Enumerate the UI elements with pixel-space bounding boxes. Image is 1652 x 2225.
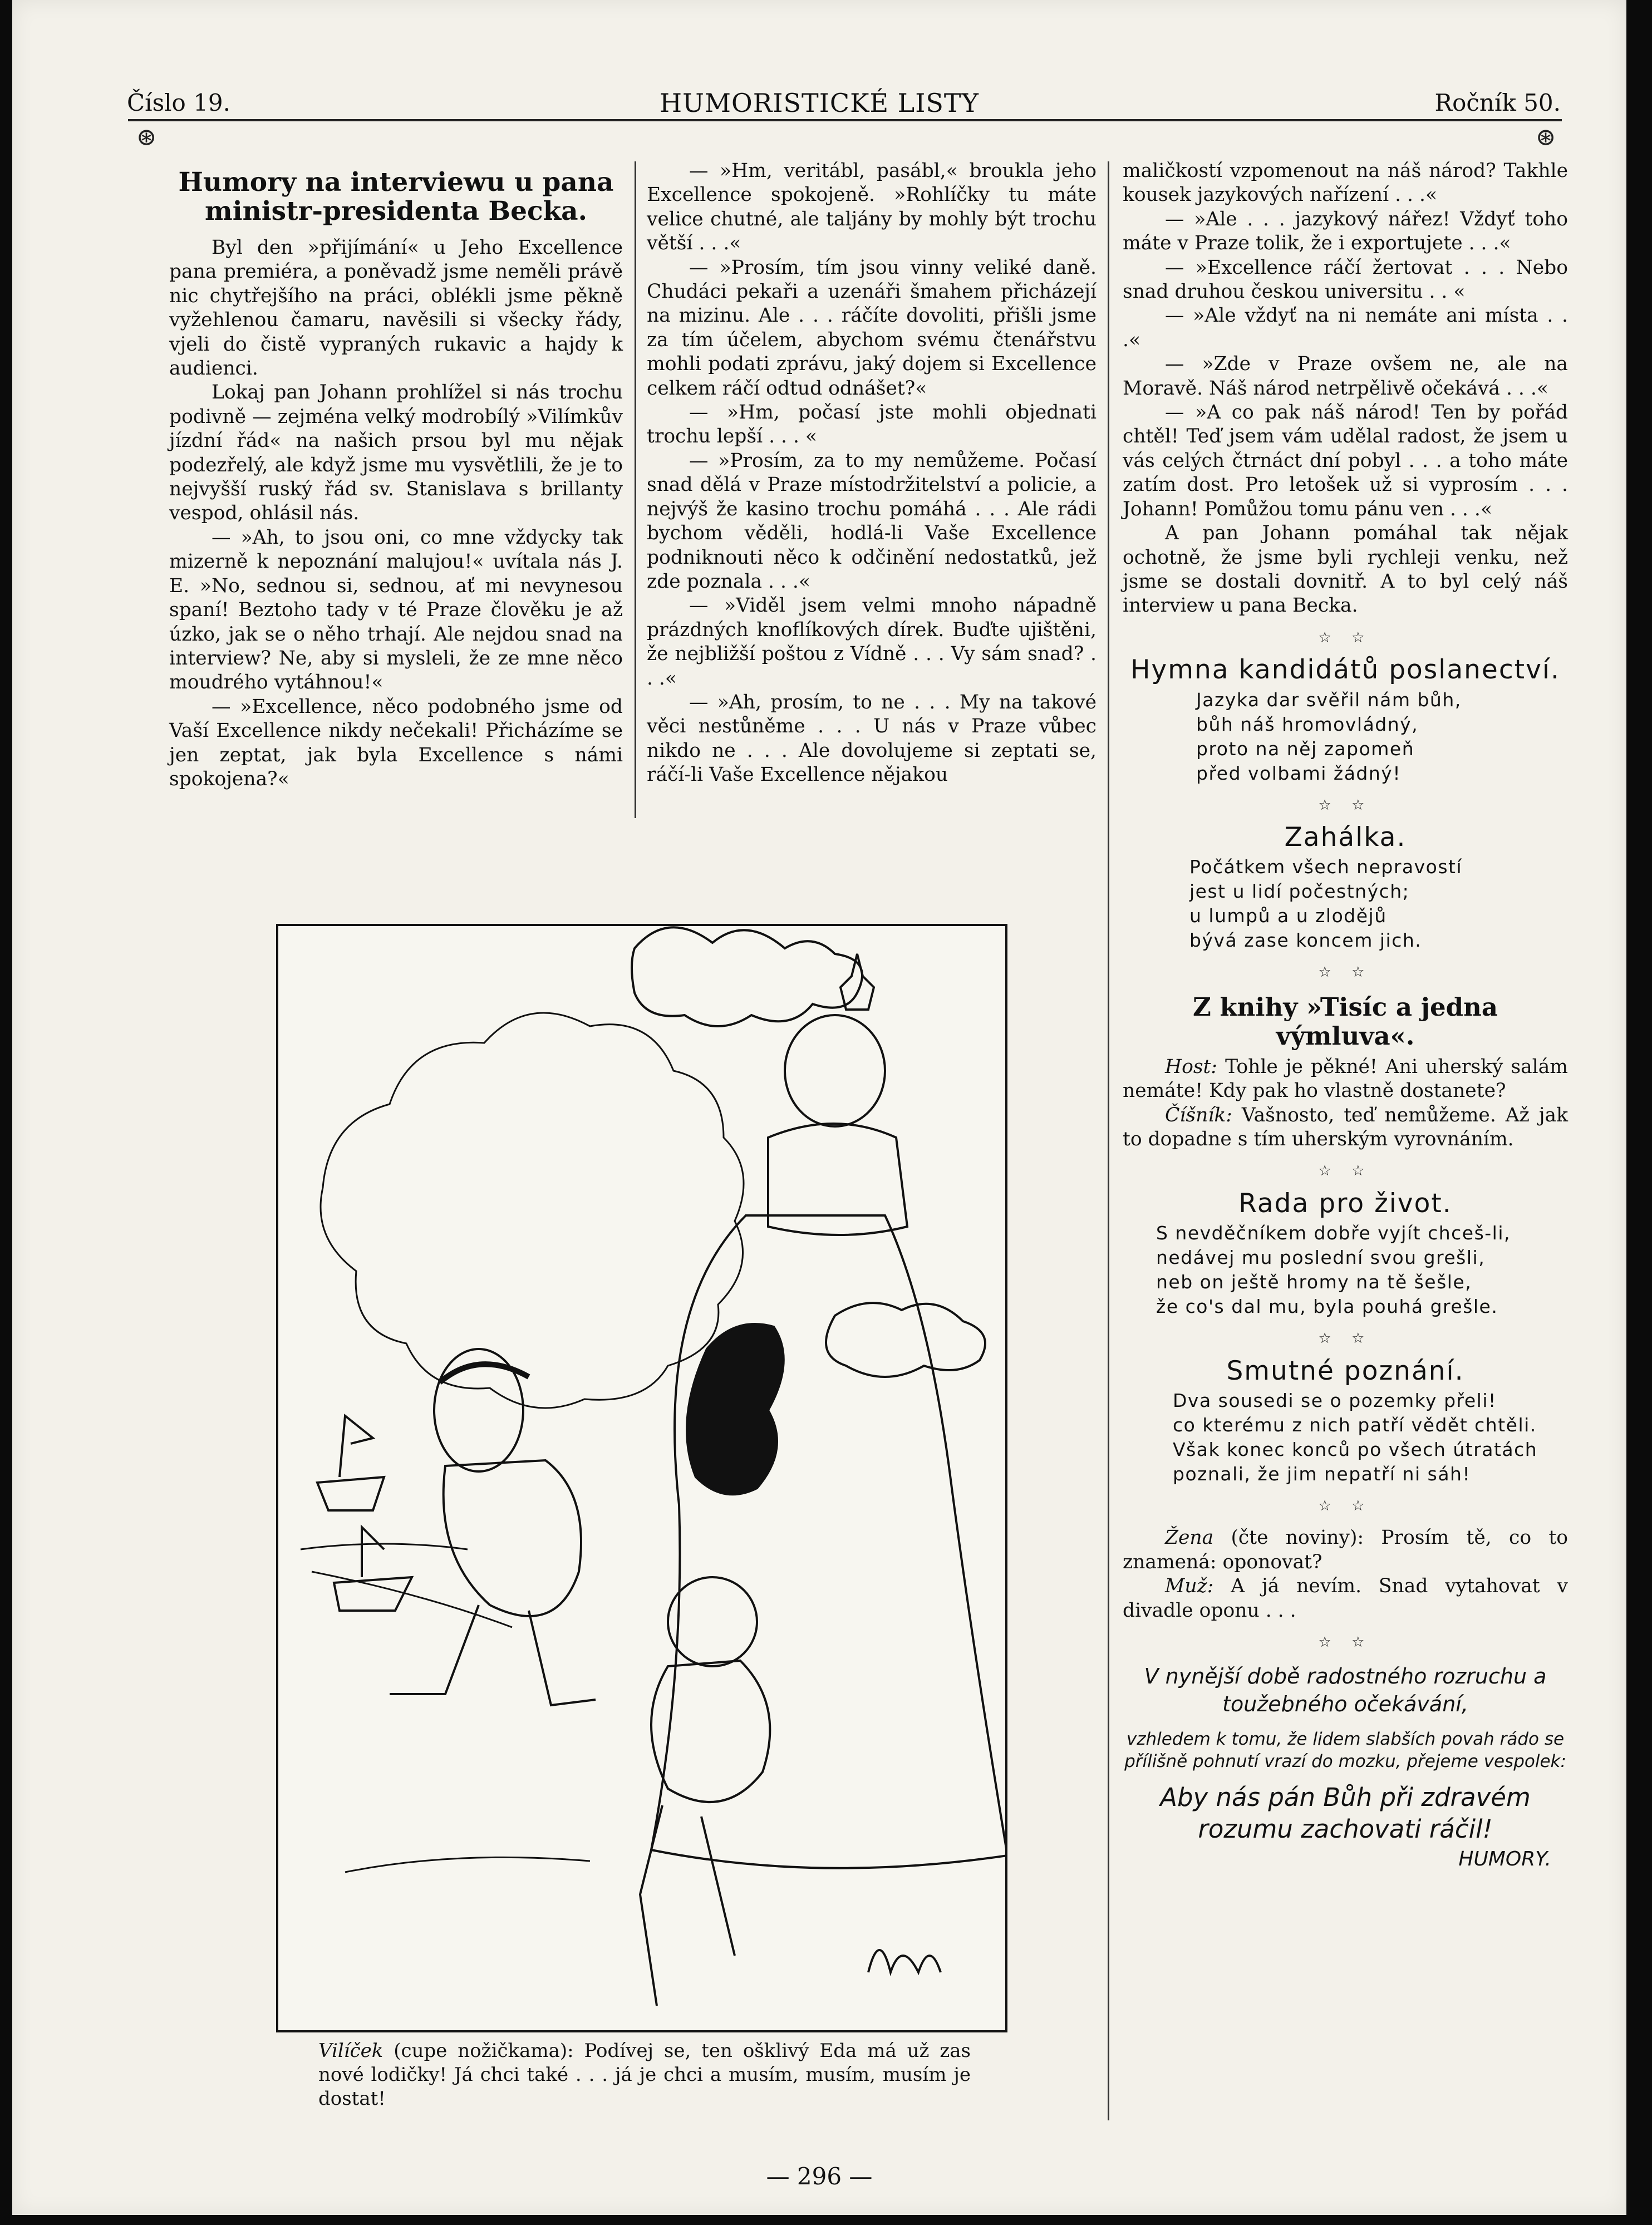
poem-line: nedávej mu poslední svou grešli, [1156,1247,1486,1269]
journal-title: HUMORISTICKÉ LISTY [660,88,979,118]
speaker-label: Žena [1165,1527,1214,1549]
cartoon-caption [318,2039,971,2111]
paragraph: — »Viděl jsem velmi mnoho nápadně prázdných knoflíkových dírek. Buďte ujištěni, že nejbližší poštou z Vídně . . . Vy sám snad? . . .« [647,594,1097,690]
paragraph: — »Hm, počasí jste mohli objednati trochu lepší . . . « [647,401,1097,448]
paragraph: — »Ah, prosím, to ne . . . My na takové věci nestůněme . . . U nás v Praze vůbec nikdo ne . . . Ale dovolujeme si zeptati se, ráčí-li Vaše Excellence nějakou [647,691,1097,786]
cartoon-drawing [278,926,1005,2030]
paragraph: — »Zde v Praze ovšem ne, ale na Moravě. Náš národ netrpělivě očekává . . .« [1123,353,1568,400]
star-divider: ☆ ☆ [1318,796,1373,814]
miscellany-column [1123,159,1568,1872]
poem-line: Však konec konců po všech útratách [1173,1439,1538,1460]
caption-text: (cupe nožičkama): Podívej se, ten ošklivý Eda má už zas nové lodičky! Já chci také . . . já je chci a musím, musím, musím je dostat! [318,2040,971,2110]
poem-line: před volbami žádný! [1196,762,1402,784]
closing-line-3: Aby nás pán Bůh při zdravém rozumu zachovati ráčil! [1160,1783,1531,1844]
dialogue-text: (čte noviny): Prosím tě, co to znamená: oponovat? [1123,1527,1569,1573]
poem-line: Dva sousedi se o pozemky přeli! [1173,1390,1497,1411]
star-divider: ☆ ☆ [1318,1163,1373,1180]
paragraph: — »Ale vždyť na ni nemáte ani místa . . .« [1123,304,1568,351]
paragraph: Lokaj pan Johann prohlížel si nás trochu podivně — zejména velký modrobílý »Vilímkův jízdní řád« na našich prsou byl mu nějak podezřelý, ale když jsme mu vysvětlili, že je to nejvyšší ruský řád sv. Stanislava s brillanty vespod, ohlásil nás. [169,381,623,525]
star-divider: ☆ ☆ [1318,1330,1373,1347]
star-divider: ☆ ☆ [1318,629,1373,646]
poem-line: poznali, že jim nepatří ni sáh! [1173,1463,1471,1485]
section-title-smutne: Smutné poznání. [1226,1355,1464,1386]
paragraph: — »Excellence, něco podobného jsme od Vaší Excellence nikdy nečekali! Přicházíme se jen zeptat, jak byla Excellence s námi spokojena?« [169,695,623,790]
poem-line: u lumpů a u zlodějů [1189,905,1387,927]
poem-line: S nevděčníkem dobře vyjít chceš-li, [1156,1222,1511,1244]
poem-line: proto na něj zapomeň [1196,737,1415,760]
paragraph: A pan Johann pomáhal tak nějak ochotně, že jsme byli rychleji venku, než jsme se dostali dovnitř. A to byl celý náš interview u pana Becka. [1123,522,1568,617]
poem-line: neb on ještě hromy na tě šešle, [1156,1271,1472,1293]
paragraph: — »Hm, veritábl, pasábl,« broukla jeho Excellence spokojeně. »Rohlíčky tu máte velice chutné, ale taljány by mohly být trochu větší . . .« [647,160,1097,255]
paragraph: maličkostí vzpomenout na náš národ? Takhle kousek jazykových nařízení . . .« [1123,160,1568,206]
signature: HUMORY. [1458,1848,1551,1871]
star-divider: ☆ ☆ [1318,1634,1373,1651]
paragraph: — »Ah, to jsou oni, co mne vždycky tak mizerně k nepoznání malujou!« uvítala nás J. E. »No, sednou si, sednou, ať mi nevynesou spaní! Beztoho tady v té Praze člověku je až úzko, jak se o něho trhají. Ale nejdou snad na interview? Ne, aby si mysleli, že ze mne něco moudrého vytáhnou!« [169,526,623,694]
volume-number: Ročník 50. [1434,89,1561,116]
poem-line: Jazyka dar svěřil nám bůh, [1196,688,1462,711]
column-divider-1 [635,161,636,818]
dialogue-text: Tohle je pěkné! Ani uherský salám nemáte! Kdy pak ho vlastně dostanete? [1123,1055,1569,1102]
article-title: Humory na interviewu u pana ministr-presidenta Becka. [178,167,614,227]
section-title-kniha: Z knihy »Tisíc a jedna výmluva«. [1192,992,1498,1051]
paragraph: — »Ale . . . jazykový nářez! Vždyť toho máte v Praze tolik, že i exportujete . . .« [1123,208,1568,255]
page-number: — 296 — [766,2163,873,2190]
paragraph: — »Excellence ráčí žertovat . . . Nebo snad druhou českou universitu . . « [1123,256,1568,303]
section-title-rada: Rada pro život. [1238,1188,1452,1219]
closing-line-2: vzhledem k tomu, že lidem slabších povah rádo se přílišně pohnutí vrazí do mozku, přejeme vespolek: [1124,1729,1566,1772]
dialogue-text: A já nevím. Snad vytahovat v divadle oponu . . . [1123,1575,1568,1622]
speaker-label: Číšník: [1165,1104,1232,1126]
speaker-label: Muž: [1165,1575,1214,1598]
speaker-label: Host: [1165,1055,1218,1078]
dialogue-text: Vašnosto, teď nemůžeme. Až jak to dopadne s tím uherským vyrovnáním. [1123,1104,1569,1150]
poem-line: jest u lidí počestných; [1189,880,1410,903]
header-rule [128,119,1562,121]
poem-line: bůh náš hromovládný, [1196,713,1419,735]
poem-line: co kterému z nich patří vědět chtěli. [1173,1414,1537,1436]
issue-number: Číslo 19. [127,89,230,116]
column-divider-2 [1108,161,1109,2120]
section-title-zahalka: Zahálka. [1284,821,1407,853]
caption-speaker: Vilíček [318,2040,384,2062]
ornament-left-icon: ⊛ [136,123,157,151]
paragraph: Byl den »přijímání« u Jeho Excellence pana premiéra, a poněvadž jsme neměli právě nic chytřejšího na práci, oblékli jsme pěkně vyžehlenou čamaru, navěsili si všecky řády, vjeli do čistě vypraných rukavic a hajdy k audienci. [169,237,623,380]
paragraph: — »Prosím, za to my nemůžeme. Počasí snad dělá v Praze místodržitelství a policie, a nejvýš že kasino trochu pomáhá . . . Ale rádi bychom věděli, hodlá-li Vaše Excellence podniknouti něco k odčinění nedostatků, jež zde poznala . . .« [647,449,1097,593]
star-divider: ☆ ☆ [1318,964,1373,981]
star-divider: ☆ ☆ [1318,1498,1373,1514]
paragraph: — »A co pak náš národ! Ten by pořád chtěl! Teď jsem vám udělal radost, že jsem u vás celých čtrnáct dní pobyl . . . a toho máte zatím dost. Pro letošek už si vyprosím . . . Johann! Pomůžou tomu pánu ven . . .« [1123,401,1568,520]
cartoon-illustration [276,924,1007,2032]
closing-line-1: V nynější době radostného rozruchu a toužebného očekávání, [1144,1664,1547,1717]
paragraph: — »Prosím, tím jsou vinny veliké daně. Chudáci pekaři a uzenáři šmahem přicházejí na mizinu. Ale . . . ráčíte dovoliti, přišli jsme za tím účelem, abychom svému čtenářstvu mohli podati zprávu, jaký dojem si Excellence celkem ráčí odtud odnášet?« [647,256,1097,400]
poem-line: že co's dal mu, byla pouhá grešle. [1156,1296,1498,1318]
section-title-hymna: Hymna kandidátů poslanectví. [1130,654,1560,686]
article-column-2 [647,159,1097,787]
poem-line: Počátkem všech nepravostí [1189,856,1463,878]
poem-line: bývá zase koncem jich. [1189,929,1422,952]
article-column-1 [169,159,623,791]
page [12,0,1626,2215]
ornament-right-icon: ⊛ [1535,123,1556,151]
